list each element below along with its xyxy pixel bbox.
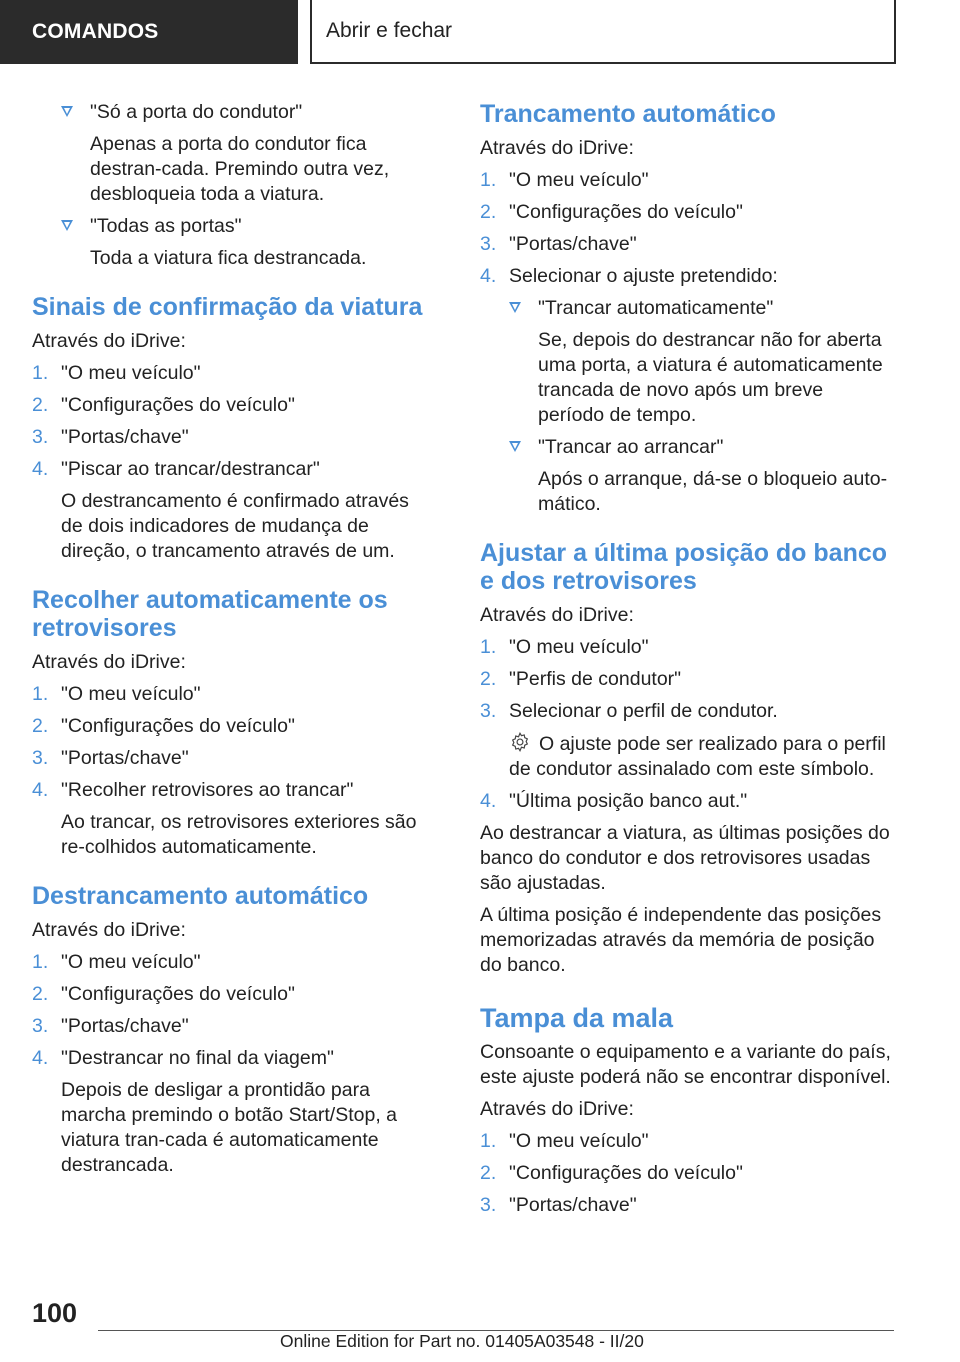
item-note: O destrancamento é confirmado através de dois indicadores de mudança de direção, o trancamento através de um. [61,490,409,562]
via-label: Através do iDrive: [480,604,634,626]
list-item: 3. "Portas/chave" [32,426,189,448]
list-item: 1. "O meu veículo" [480,169,649,191]
triangle-bullet-icon [509,441,521,452]
page-header [0,0,960,66]
list-item: 2. "Configurações do veículo" [32,983,295,1005]
via-label: Através do iDrive: [32,919,186,941]
list-item: 2. "Configurações do veículo" [480,1162,743,1184]
list-item: 3. "Portas/chave" [480,233,637,255]
item-note: Depois de desligar a prontidão para marcha premindo o botão Start/Stop, a viatura tran-cada é automaticamente destrancada. [61,1079,398,1176]
via-label: Através do iDrive: [32,330,186,352]
via-label: Através do iDrive: [480,137,634,159]
page-number: 100 [32,1298,78,1328]
list-item: 2. "Perfis de condutor" [480,668,682,690]
bullet-item: "Só a porta do condutor" [32,100,436,125]
section-heading: Sinais de confirmação da viatura [32,293,423,321]
section-heading: Destrancamento automático [32,882,369,910]
footer-edition: Online Edition for Part no. 01405A03548 - II/20 [280,1331,644,1351]
list-item: 3. "Portas/chave" [32,1015,189,1037]
bullet-description: Apenas a porta do condutor fica destran-cada. Premindo outra vez, desbloqueia toda a viatura. [90,133,390,205]
list-item: 2. "Configurações do veículo" [32,715,295,737]
topic-title: Abrir e fechar [310,0,896,64]
list-item: 4. "Destrancar no final da viagem" [32,1047,334,1069]
gear-icon [509,731,531,753]
triangle-bullet-icon [61,220,73,231]
symbol-note: O ajuste pode ser realizado para o perfil de condutor assinalado com este símbolo. [509,733,886,780]
list-item: 3. "Portas/chave" [32,747,189,769]
list-item: 4. "Última posição banco aut." [480,790,748,812]
item-note: Ao trancar, os retrovisores exteriores são re-colhidos automaticamente. [61,811,417,858]
list-item: 1. "O meu veículo" [480,636,649,658]
list-item: 1. "O meu veículo" [32,951,201,973]
right-column [480,100,892,1225]
paragraph: Consoante o equipamento e a variante do país, este ajuste poderá não se encontrar disponível. [480,1041,891,1088]
list-item: 3. "Portas/chave" [480,1194,637,1216]
triangle-bullet-icon [509,302,521,313]
section-heading: Ajustar a última posição do banco e dos retrovisores [480,539,888,595]
bullet-item: "Todas as portas" [32,214,436,239]
bullet-description: Após o arranque, dá-se o bloqueio auto-mático. [538,468,888,515]
bullet-description: Toda a viatura fica destrancada. [90,247,367,269]
via-label: Através do iDrive: [32,651,186,673]
paragraph: A última posição é independente das posições memorizadas através da memória de posição do banco. [480,904,882,976]
section-heading: Recolher automaticamente os retrovisores [32,586,388,642]
list-item: 2. "Configurações do veículo" [32,394,295,416]
list-item: 4. Selecionar o ajuste pretendido: [480,265,778,287]
section-heading: Tampa da mala [480,1003,674,1033]
list-item: 2. "Configurações do veículo" [480,201,743,223]
list-item: 1. "O meu veículo" [480,1130,649,1152]
triangle-bullet-icon [61,106,73,117]
paragraph: Ao destrancar a viatura, as últimas posições do banco do condutor e dos retrovisores usadas são ajustadas. [480,822,890,894]
list-item: 1. "O meu veículo" [32,362,201,384]
section-heading: Trancamento automático [480,100,776,128]
bullet-description: Se, depois do destrancar não for aberta uma porta, a viatura é automaticamente trancada de novo após um breve período de tempo. [538,329,883,426]
list-item: 3. Selecionar o perfil de condutor. [480,700,778,722]
list-item: 4. "Recolher retrovisores ao trancar" [32,779,354,801]
bullet-item: "Trancar ao arrancar" [480,435,892,460]
list-item: 4. "Piscar ao trancar/destrancar" [32,458,320,480]
left-column [32,100,436,1185]
via-label: Através do iDrive: [480,1098,634,1120]
bullet-item: "Trancar automaticamente" [480,296,892,321]
section-title: COMANDOS [0,0,298,64]
list-item: 1. "O meu veículo" [32,683,201,705]
